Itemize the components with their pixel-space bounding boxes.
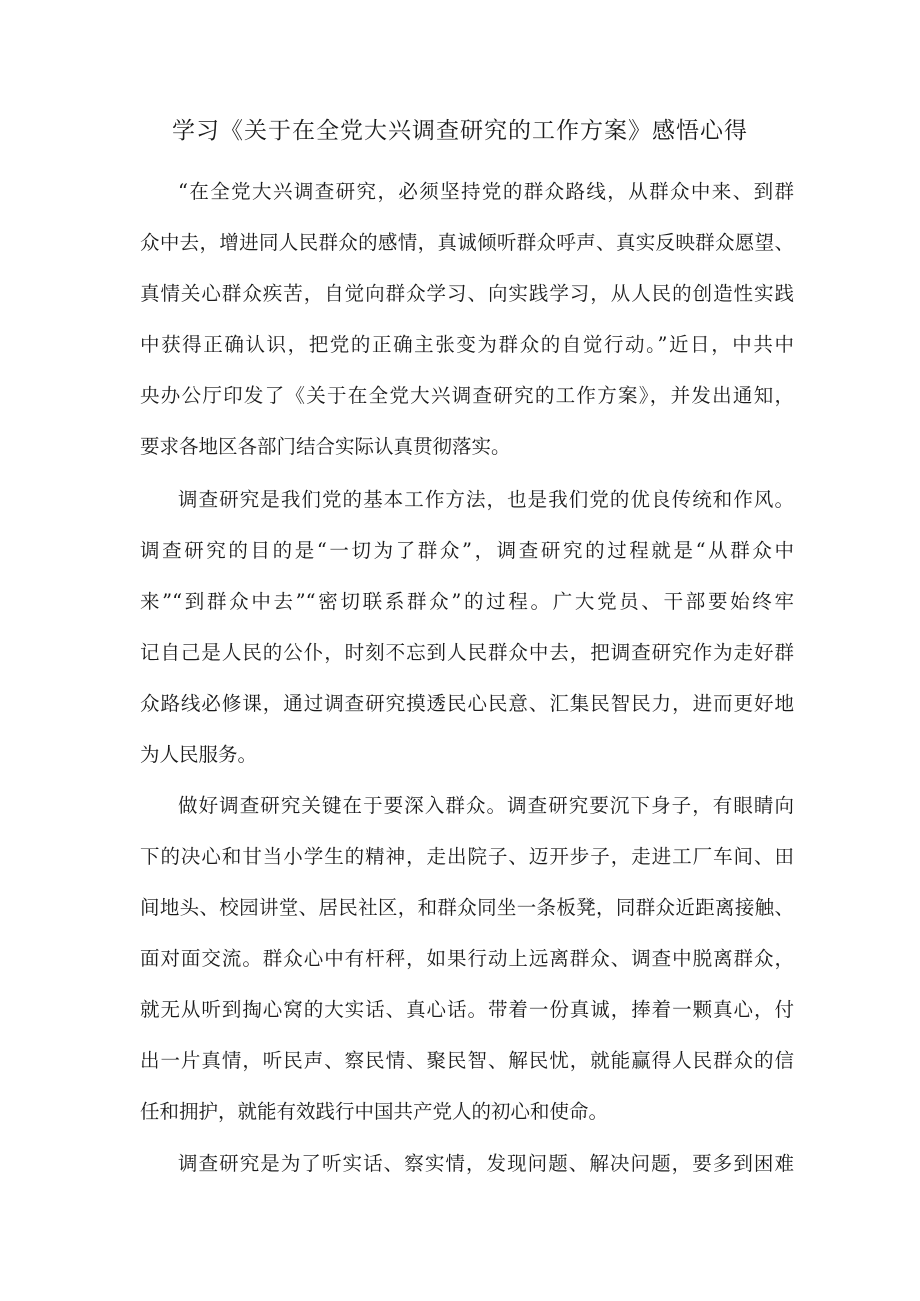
paragraph-line: 面对面交流。群众心中有杆秤，如果行动上远离群众、调查中脱离群众， [140, 947, 794, 970]
paragraph-line: 调查研究是为了听实话、察实情，发现问题、解决问题，要多到困难 [178, 1152, 794, 1175]
paragraph-line: 为人民服务。 [140, 743, 258, 766]
paragraph-1 [140, 166, 794, 472]
paragraph-3 [140, 780, 794, 1137]
paragraph-line: 调查研究的目的是“一切为了群众”，调查研究的过程就是“从群众中 [140, 539, 794, 562]
paragraph-line: 众路线必修课，通过调查研究摸透民心民意、汇集民智民力，进而更好地 [140, 692, 794, 715]
paragraph-line: 调查研究是我们党的基本工作方法，也是我们党的优良传统和作风。 [178, 488, 794, 511]
paragraph-line: 央办公厅印发了《关于在全党大兴调查研究的工作方案》，并发出通知， [140, 384, 794, 407]
paragraph-line: 间地头、校园讲堂、居民社区，和群众同坐一条板凳，同群众近距离接触、 [140, 896, 794, 919]
paragraph-line: 下的决心和甘当小学生的精神，走出院子、迈开步子，走进工厂车间、田 [140, 845, 794, 868]
paragraph-line: 中获得正确认识，把党的正确主张变为群众的自觉行动。”近日，中共中 [140, 333, 794, 356]
paragraph-line: 要求各地区各部门结合实际认真贯彻落实。 [140, 435, 511, 458]
paragraph-line: 来”“到群众中去”“密切联系群众”的过程。广大党员、干部要始终牢 [140, 590, 794, 613]
paragraph-line: 任和拥护，就能有效践行中国共产党人的初心和使命。 [140, 1100, 609, 1123]
paragraph-line: 出一片真情，听民声、察民情、聚民智、解民忧，就能赢得人民群众的信 [140, 1049, 794, 1072]
paragraph-line: 真情关心群众疾苦，自觉向群众学习、向实践学习，从人民的创造性实践 [140, 282, 794, 305]
paragraph-2 [140, 474, 794, 780]
paragraph-line: “在全党大兴调查研究，必须坚持党的群众路线，从群众中来、到群 [178, 180, 794, 203]
paragraph-line: 就无从听到掏心窝的大实话、真心话。带着一份真诚，捧着一颗真心，付 [140, 998, 794, 1021]
paragraph-line: 记自己是人民的公仆，时刻不忘到人民群众中去，把调查研究作为走好群 [140, 641, 794, 664]
document-title: 学习《关于在全党大兴调查研究的工作方案》感悟心得 [172, 118, 748, 144]
paragraph-4 [140, 1138, 794, 1189]
paragraph-line: 做好调查研究关键在于要深入群众。调查研究要沉下身子，有眼睛向 [178, 794, 794, 817]
paragraph-line: 众中去，增进同人民群众的感情，真诚倾听群众呼声、真实反映群众愿望、 [140, 231, 794, 254]
